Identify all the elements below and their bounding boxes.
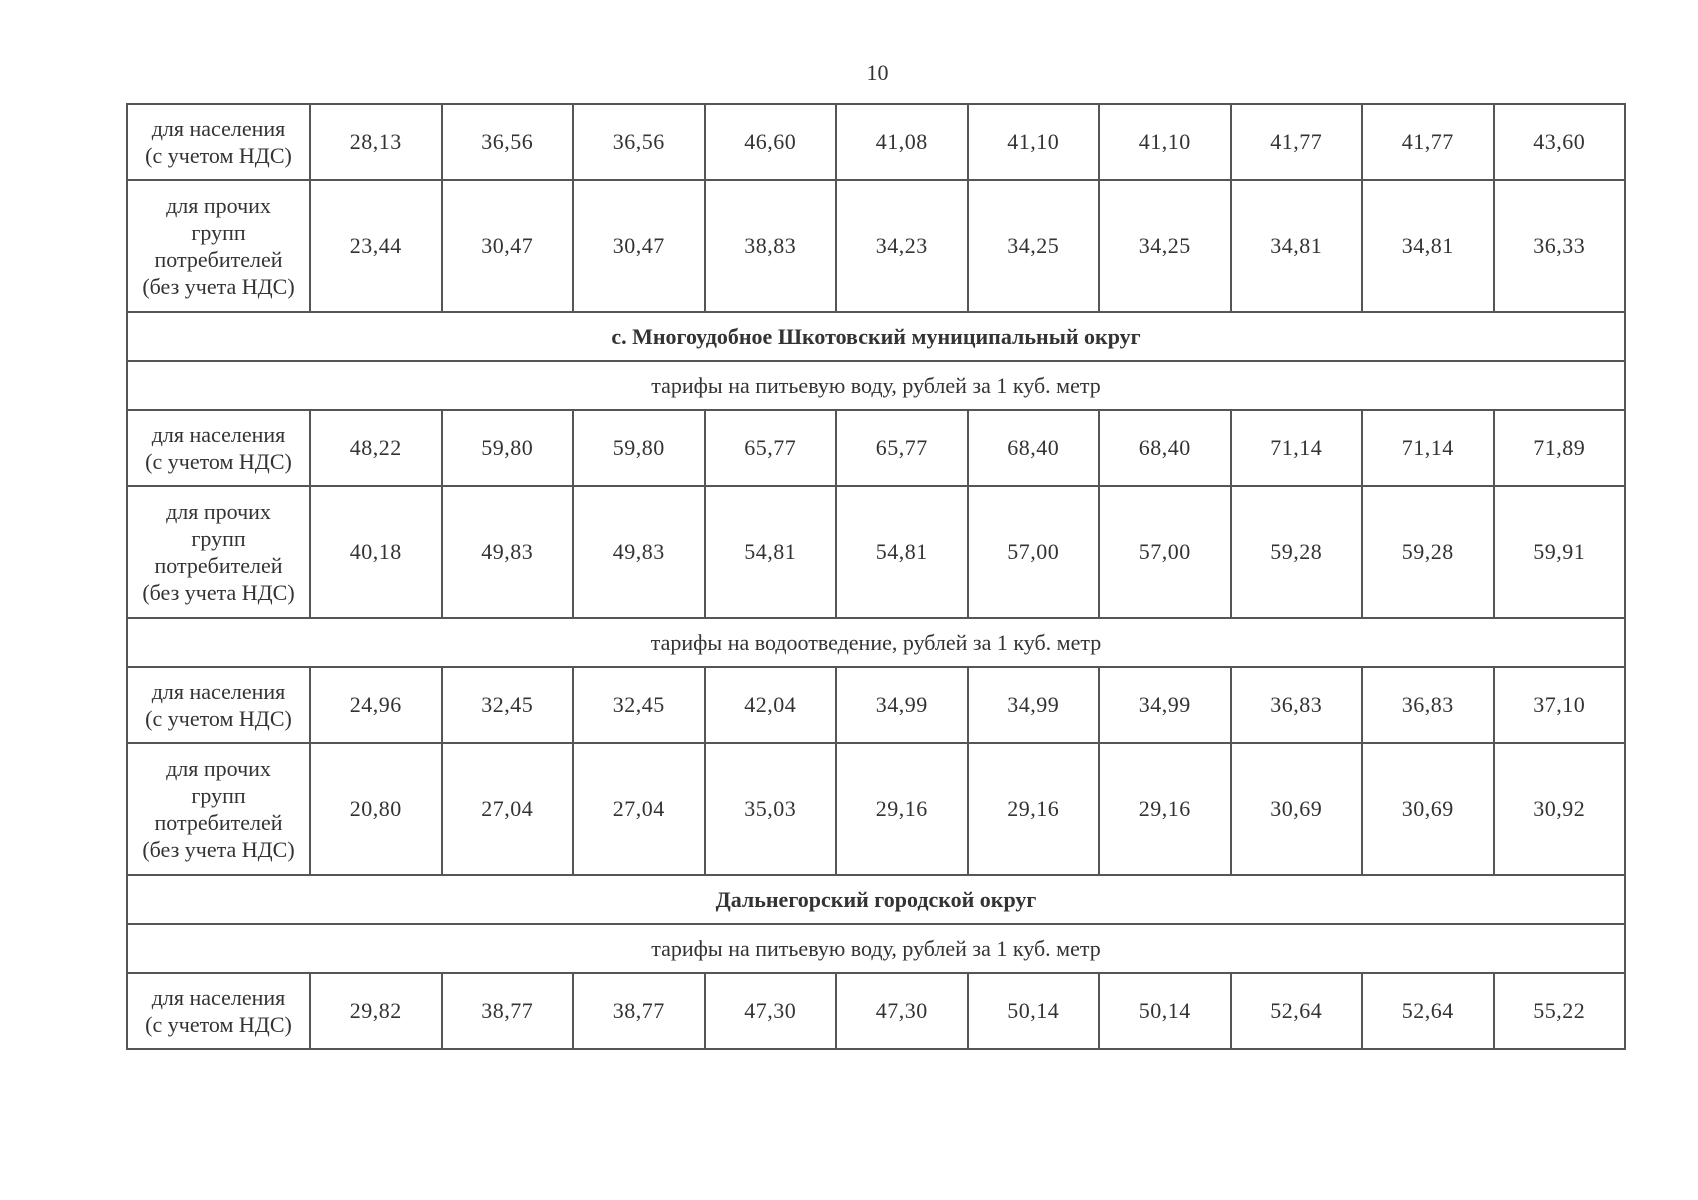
tariff-value-cell: 59,80 <box>442 410 574 486</box>
tariff-value-cell: 59,80 <box>573 410 705 486</box>
tariff-value-cell: 47,30 <box>705 973 837 1049</box>
row-label-line: для населения <box>151 679 286 704</box>
subsection-row <box>127 924 1625 973</box>
tariff-value-cell: 34,99 <box>836 667 968 743</box>
tariff-value-cell: 52,64 <box>1362 973 1494 1049</box>
page-number: 10 <box>866 60 889 85</box>
tariff-value-cell: 71,14 <box>1231 410 1363 486</box>
tariff-value-cell: 68,40 <box>1099 410 1231 486</box>
tariff-value-cell: 28,13 <box>310 104 442 180</box>
section-row <box>127 312 1625 361</box>
tariff-value-cell: 71,89 <box>1494 410 1626 486</box>
subsection-title: тарифы на питьевую воду, рублей за 1 куб. метр <box>127 924 1625 973</box>
tariff-value-cell: 20,80 <box>310 743 442 875</box>
tariff-value-cell: 34,81 <box>1362 180 1494 312</box>
tariff-value-cell: 50,14 <box>968 973 1100 1049</box>
tariff-value-cell: 57,00 <box>968 486 1100 618</box>
tariff-value-cell: 42,04 <box>705 667 837 743</box>
tariff-value-cell: 34,25 <box>968 180 1100 312</box>
subsection-row <box>127 361 1625 410</box>
tariff-value-cell: 29,16 <box>968 743 1100 875</box>
table-row <box>127 973 1625 1049</box>
tariff-value-cell: 30,47 <box>442 180 574 312</box>
row-label-line: (с учетом НДС) <box>145 1012 292 1037</box>
tariff-value-cell: 46,60 <box>705 104 837 180</box>
tariff-value-cell: 36,33 <box>1494 180 1626 312</box>
row-label-line: для прочих <box>166 756 271 781</box>
tariff-value-cell: 68,40 <box>968 410 1100 486</box>
row-label <box>127 410 310 486</box>
tariff-value-cell: 29,16 <box>1099 743 1231 875</box>
tariff-value-cell: 38,77 <box>573 973 705 1049</box>
row-label-line: групп <box>191 220 246 245</box>
row-label <box>127 667 310 743</box>
row-label-line: (с учетом НДС) <box>145 449 292 474</box>
tariff-value-cell: 34,81 <box>1231 180 1363 312</box>
subsection-title: тарифы на питьевую воду, рублей за 1 куб. метр <box>127 361 1625 410</box>
subsection-row <box>127 618 1625 667</box>
tariff-value-cell: 48,22 <box>310 410 442 486</box>
table-row <box>127 667 1625 743</box>
tariff-value-cell: 34,23 <box>836 180 968 312</box>
section-row <box>127 875 1625 924</box>
tariff-value-cell: 32,45 <box>442 667 574 743</box>
tariff-value-cell: 65,77 <box>836 410 968 486</box>
tariff-value-cell: 34,25 <box>1099 180 1231 312</box>
tariff-value-cell: 35,03 <box>705 743 837 875</box>
row-label <box>127 180 310 312</box>
row-label <box>127 743 310 875</box>
row-label-line: потребителей <box>154 553 283 578</box>
tariff-value-cell: 29,16 <box>836 743 968 875</box>
row-label-line: потребителей <box>154 810 283 835</box>
section-title: с. Многоудобное Шкотовский муниципальный округ <box>127 312 1625 361</box>
tariff-value-cell: 24,96 <box>310 667 442 743</box>
section-title: Дальнегорский городской округ <box>127 875 1625 924</box>
tariff-value-cell: 27,04 <box>573 743 705 875</box>
row-label-line: потребителей <box>154 247 283 272</box>
tariff-value-cell: 49,83 <box>573 486 705 618</box>
tariff-value-cell: 52,64 <box>1231 973 1363 1049</box>
tariff-value-cell: 32,45 <box>573 667 705 743</box>
row-label-line: групп <box>191 783 246 808</box>
table-row <box>127 410 1625 486</box>
tariff-value-cell: 36,83 <box>1231 667 1363 743</box>
tariff-value-cell: 23,44 <box>310 180 442 312</box>
row-label-line: для населения <box>151 985 286 1010</box>
tariff-value-cell: 59,28 <box>1231 486 1363 618</box>
tariff-value-cell: 47,30 <box>836 973 968 1049</box>
tariff-value-cell: 65,77 <box>705 410 837 486</box>
tariff-value-cell: 30,47 <box>573 180 705 312</box>
tariff-value-cell: 41,77 <box>1231 104 1363 180</box>
tariff-value-cell: 30,92 <box>1494 743 1626 875</box>
row-label <box>127 973 310 1049</box>
tariff-value-cell: 55,22 <box>1494 973 1626 1049</box>
row-label <box>127 104 310 180</box>
tariff-value-cell: 38,77 <box>442 973 574 1049</box>
tariff-table <box>126 103 1626 1050</box>
table-row <box>127 743 1625 875</box>
tariff-value-cell: 41,10 <box>968 104 1100 180</box>
row-label-line: (без учета НДС) <box>142 274 295 299</box>
tariff-table-body <box>127 104 1625 1049</box>
tariff-value-cell: 43,60 <box>1494 104 1626 180</box>
row-label-line: групп <box>191 526 246 551</box>
table-row <box>127 104 1625 180</box>
row-label-line: для прочих <box>166 499 271 524</box>
tariff-value-cell: 27,04 <box>442 743 574 875</box>
subsection-title: тарифы на водоотведение, рублей за 1 куб. метр <box>127 618 1625 667</box>
tariff-value-cell: 54,81 <box>836 486 968 618</box>
tariff-value-cell: 30,69 <box>1362 743 1494 875</box>
tariff-value-cell: 49,83 <box>442 486 574 618</box>
tariff-value-cell: 40,18 <box>310 486 442 618</box>
tariff-value-cell: 37,10 <box>1494 667 1626 743</box>
row-label-line: (с учетом НДС) <box>145 143 292 168</box>
tariff-value-cell: 71,14 <box>1362 410 1494 486</box>
tariff-value-cell: 41,08 <box>836 104 968 180</box>
table-row <box>127 180 1625 312</box>
tariff-value-cell: 36,56 <box>573 104 705 180</box>
tariff-value-cell: 34,99 <box>968 667 1100 743</box>
tariff-value-cell: 36,56 <box>442 104 574 180</box>
row-label-line: для населения <box>151 422 286 447</box>
tariff-value-cell: 41,77 <box>1362 104 1494 180</box>
row-label-line: для прочих <box>166 193 271 218</box>
row-label-line: (с учетом НДС) <box>145 706 292 731</box>
table-row <box>127 486 1625 618</box>
tariff-value-cell: 29,82 <box>310 973 442 1049</box>
tariff-value-cell: 57,00 <box>1099 486 1231 618</box>
tariff-value-cell: 41,10 <box>1099 104 1231 180</box>
tariff-value-cell: 30,69 <box>1231 743 1363 875</box>
tariff-value-cell: 34,99 <box>1099 667 1231 743</box>
tariff-value-cell: 54,81 <box>705 486 837 618</box>
row-label <box>127 486 310 618</box>
tariff-value-cell: 59,91 <box>1494 486 1626 618</box>
tariff-value-cell: 36,83 <box>1362 667 1494 743</box>
tariff-value-cell: 59,28 <box>1362 486 1494 618</box>
row-label-line: (без учета НДС) <box>142 837 295 862</box>
tariff-value-cell: 38,83 <box>705 180 837 312</box>
tariff-value-cell: 50,14 <box>1099 973 1231 1049</box>
row-label-line: для населения <box>151 116 286 141</box>
row-label-line: (без учета НДС) <box>142 580 295 605</box>
